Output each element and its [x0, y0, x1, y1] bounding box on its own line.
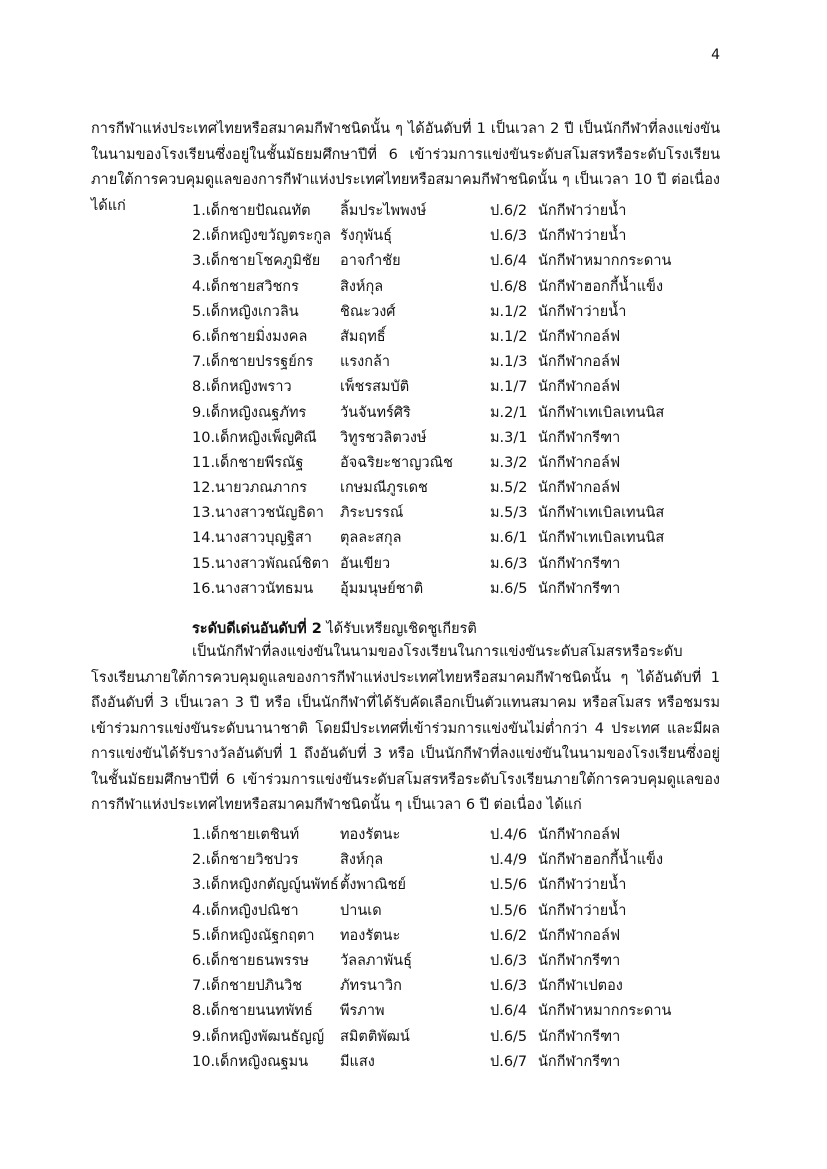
class-level: ม.1/7 — [490, 379, 528, 396]
last-name: ทองรัตนะ — [340, 827, 401, 843]
last-name: วิทูรชวลิตวงษ์ — [340, 429, 427, 446]
sport-type: นักกีฬาเทเบิลเทนนิส — [538, 505, 665, 522]
last-name: ภัทรนาวิก — [340, 978, 402, 995]
last-name: เกษมณีภูรเดช — [340, 480, 428, 497]
last-name: อันเขียว — [340, 555, 391, 572]
sport-type: นักกีฬากรีฑา — [538, 952, 621, 969]
section-heading — [192, 618, 477, 640]
class-level: ม.1/3 — [490, 354, 528, 371]
last-name: ชิณะวงศ์ — [340, 303, 396, 320]
sport-type: นักกีฬาฮอกกี้น้ำแข็ง — [538, 278, 664, 295]
sport-type: นักกีฬาเทเบิลเทนนิส — [538, 530, 665, 547]
last-name: เพ็ชรสมบัติ — [340, 379, 410, 396]
first-name: 8.เด็กชายนนทพัทธ์ — [192, 1003, 313, 1020]
class-level: ป.5/6 — [490, 902, 528, 919]
class-level: ม.3/1 — [490, 429, 528, 446]
first-name: 9.เด็กหญิงณฐภัทร — [192, 404, 307, 421]
last-name: อุ้มมนุษย์ชาติ — [340, 580, 424, 597]
class-level: ม.2/1 — [490, 404, 528, 421]
page-number: 4 — [711, 47, 720, 63]
first-name: 1.เด็กชายเตชินท์ — [192, 827, 300, 843]
last-name: ปานเด — [340, 902, 382, 919]
class-level: ม.6/5 — [490, 580, 528, 597]
sport-type: นักกีฬาว่ายน้ำ — [538, 303, 627, 320]
class-level: ป.6/4 — [490, 253, 528, 270]
intro-paragraph: การกีฬาแห่งประเทศไทยหรือสมาคมกีฬาชนิดนั้น ๆ ได้อันดับที่ 1 เป็นเวลา 2 ปี เป็นนักกีฬาที่ลงแข่งขันในนามของโรงเรียนซึ่งอยู่ในชั้นมัธยมศึกษาปีที่ 6 เข้าร่วมการแข่งขันระดับสโมสรหรือระดับโรงเรียนภายใต้การควบคุมดูแลของการกีฬาแห่งประเทศไทยหรือสมาคมกีฬาชนิดนั้น ๆ เป็นเวลา 10 ปี ต่อเนื่อง ได้แก่ — [91, 121, 720, 214]
first-name: 4.เด็กชายสวิชกร — [192, 278, 299, 295]
last-name: ภิระบรรณ์ — [340, 505, 404, 522]
first-name: 10.เด็กหญิงเพ็ญศิณี — [192, 429, 317, 446]
sport-type: นักกีฬากอล์ฟ — [538, 927, 621, 944]
class-level: ม.3/2 — [490, 454, 528, 471]
first-name: 14.นางสาวบุญฐิสา — [192, 530, 312, 547]
sport-type: นักกีฬาว่ายน้ำ — [538, 902, 627, 919]
sport-type: นักกีฬาหมากกระดาน — [538, 253, 672, 270]
section-heading-bold: ระดับดีเด่นอันดับที่ 2 — [192, 621, 322, 637]
first-name: 15.นางสาวพัณณ์ชิตา — [192, 555, 330, 572]
last-name: พีรภาพ — [340, 1003, 385, 1020]
sport-type: นักกีฬาเทเบิลเทนนิส — [538, 404, 665, 421]
first-name: 3.เด็กหญิงกตัญญู์นพัทธ์ — [192, 877, 339, 894]
first-name: 7.เด็กชายปรรฐย์กร — [192, 354, 314, 371]
first-name: 10.เด็กหญิงณฐมน — [192, 1053, 309, 1070]
sport-type: นักกีฬากอล์ฟ — [538, 328, 621, 345]
last-name: ตุลละสกุล — [340, 530, 402, 547]
class-level: ป.6/3 — [490, 978, 528, 995]
last-name: สมิตติพัฒน์ — [340, 1028, 410, 1045]
first-name: 2.เด็กหญิงขวัญตระกูล — [192, 228, 332, 245]
class-level: ป.6/3 — [490, 228, 528, 245]
class-level: ป.6/8 — [490, 278, 528, 295]
first-name: 5.เด็กหญิงเกวลิน — [192, 303, 299, 320]
last-name: วัลลภาพันธุ์ — [340, 952, 412, 969]
sport-type: นักกีฬาว่ายน้ำ — [538, 203, 627, 219]
first-name: 6.เด็กชายมิ่งมงคล — [192, 328, 308, 345]
first-name: 1.เด็กชายปัณณทัต — [192, 203, 311, 219]
class-level: ป.6/5 — [490, 1028, 528, 1045]
sport-type: นักกีฬากอล์ฟ — [538, 827, 621, 843]
first-name: 4.เด็กหญิงปณิชา — [192, 902, 299, 919]
sport-type: นักกีฬากรีฑา — [538, 580, 621, 597]
section-2-paragraph: เป็นนักกีฬาที่ลงแข่งขันในนามของโรงเรียนในการแข่งขันระดับสโมสรหรือระดับโรงเรียนภายใต้การควบคุมดูแลของการกีฬาแห่งประเทศไทยหรือสมาคมกีฬาชนิดนั้น ๆ ได้อันดับที่ 1 ถึงอันดับที่ 3 เป็นเวลา 3 ปี หรือ เป็นนักกีฬาที่ได้รับคัดเลือกเป็นตัวแทนสมาคม หรือสโมสร หรือชมรม เข้าร่วมการแข่งขันระดับนานาชาติ โดยมีประเทศที่เข้าร่วมการแข่งขันไม่ต่ำกว่า 4 ประเทศ และมีผลการแข่งขันได้รับรางวัลอันดับที่ 1 ถึงอันดับที่ 3 หรือ เป็นนักกีฬาที่ลงแข่งขันในนามของโรงเรียนซึ่งอยู่ในชั้นมัธยมศึกษาปีที่ 6 เข้าร่วมการแข่งขันระดับสโมสรหรือระดับโรงเรียนภายใต้การควบคุมดูแลของการกีฬาแห่งประเทศไทยหรือสมาคมกีฬาชนิดนั้น ๆ เป็นเวลา 6 ปี ต่อเนื่อง ได้แก่ — [91, 644, 720, 813]
first-name: 16.นางสาวนัทธมน — [192, 580, 314, 597]
sport-type: นักกีฬากรีฑา — [538, 1028, 621, 1045]
sport-type: นักกีฬาหมากกระดาน — [538, 1003, 672, 1020]
class-level: ป.4/6 — [490, 827, 528, 843]
last-name: แรงกล้า — [340, 354, 391, 371]
first-name: 2.เด็กชายวิชปวร — [192, 852, 299, 869]
first-name: 6.เด็กชายธนพรรษ — [192, 952, 309, 969]
class-level: ป.6/7 — [490, 1053, 528, 1070]
first-name: 12.นายวภณภากร — [192, 480, 308, 497]
last-name: อาจกำชัย — [340, 253, 401, 270]
last-name: อัจฉริยะชาญวณิช — [340, 454, 453, 471]
sport-type: นักกีฬากอล์ฟ — [538, 454, 621, 471]
sport-type: นักกีฬาเปตอง — [538, 978, 623, 995]
class-level: ป.6/3 — [490, 952, 528, 969]
class-level: ป.5/6 — [490, 877, 528, 894]
sport-type: นักกีฬากรีฑา — [538, 429, 621, 446]
sport-type: นักกีฬากอล์ฟ — [538, 379, 621, 396]
sport-type: นักกีฬาว่ายน้ำ — [538, 228, 627, 245]
last-name: รังกุพันธุ์ — [340, 228, 392, 245]
last-name: สิงห์กุล — [340, 852, 384, 869]
first-name: 3.เด็กชายโชคภูมิชัย — [192, 253, 321, 270]
sport-type: นักกีฬากอล์ฟ — [538, 480, 621, 497]
class-level: ม.1/2 — [490, 328, 528, 345]
sport-type: นักกีฬากรีฑา — [538, 555, 621, 572]
first-name: 13.นางสาวชนัญธิดา — [192, 505, 324, 522]
last-name: ลิ้มประไพพงษ์ — [340, 203, 427, 219]
class-level: ม.1/2 — [490, 303, 528, 320]
class-level: ป.4/9 — [490, 852, 528, 869]
class-level: ป.6/4 — [490, 1003, 528, 1020]
sport-type: นักกีฬาฮอกกี้น้ำแข็ง — [538, 852, 664, 869]
sport-type: นักกีฬาว่ายน้ำ — [538, 877, 627, 894]
class-level: ม.5/2 — [490, 480, 528, 497]
sport-type: นักกีฬากรีฑา — [538, 1053, 621, 1070]
first-name: 5.เด็กหญิงณัฐกฤตา — [192, 927, 315, 944]
class-level: ป.6/2 — [490, 203, 528, 219]
sport-type: นักกีฬากอล์ฟ — [538, 354, 621, 371]
last-name: สัมฤทธิ์ — [340, 328, 386, 345]
last-name: วันจันทร์ศิริ — [340, 404, 411, 421]
first-name: 11.เด็กชายพีรณัฐ — [192, 454, 304, 471]
first-name: 7.เด็กชายปภินวิช — [192, 978, 303, 995]
first-name: 8.เด็กหญิงพราว — [192, 379, 292, 396]
class-level: ม.6/3 — [490, 555, 528, 572]
first-name: 9.เด็กหญิงพัฒนธัญญ์ — [192, 1028, 325, 1045]
last-name: ทองรัตนะ — [340, 927, 401, 944]
class-level: ม.5/3 — [490, 505, 528, 522]
class-level: ป.6/2 — [490, 927, 528, 944]
last-name: สิงห์กุล — [340, 278, 384, 295]
class-level: ม.6/1 — [490, 530, 528, 547]
last-name: ตั้งพาณิชย์ — [340, 877, 406, 894]
section-heading-rest: ได้รับเหรียญเชิดชูเกียรติ — [321, 621, 477, 637]
last-name: มีแสง — [340, 1053, 375, 1070]
